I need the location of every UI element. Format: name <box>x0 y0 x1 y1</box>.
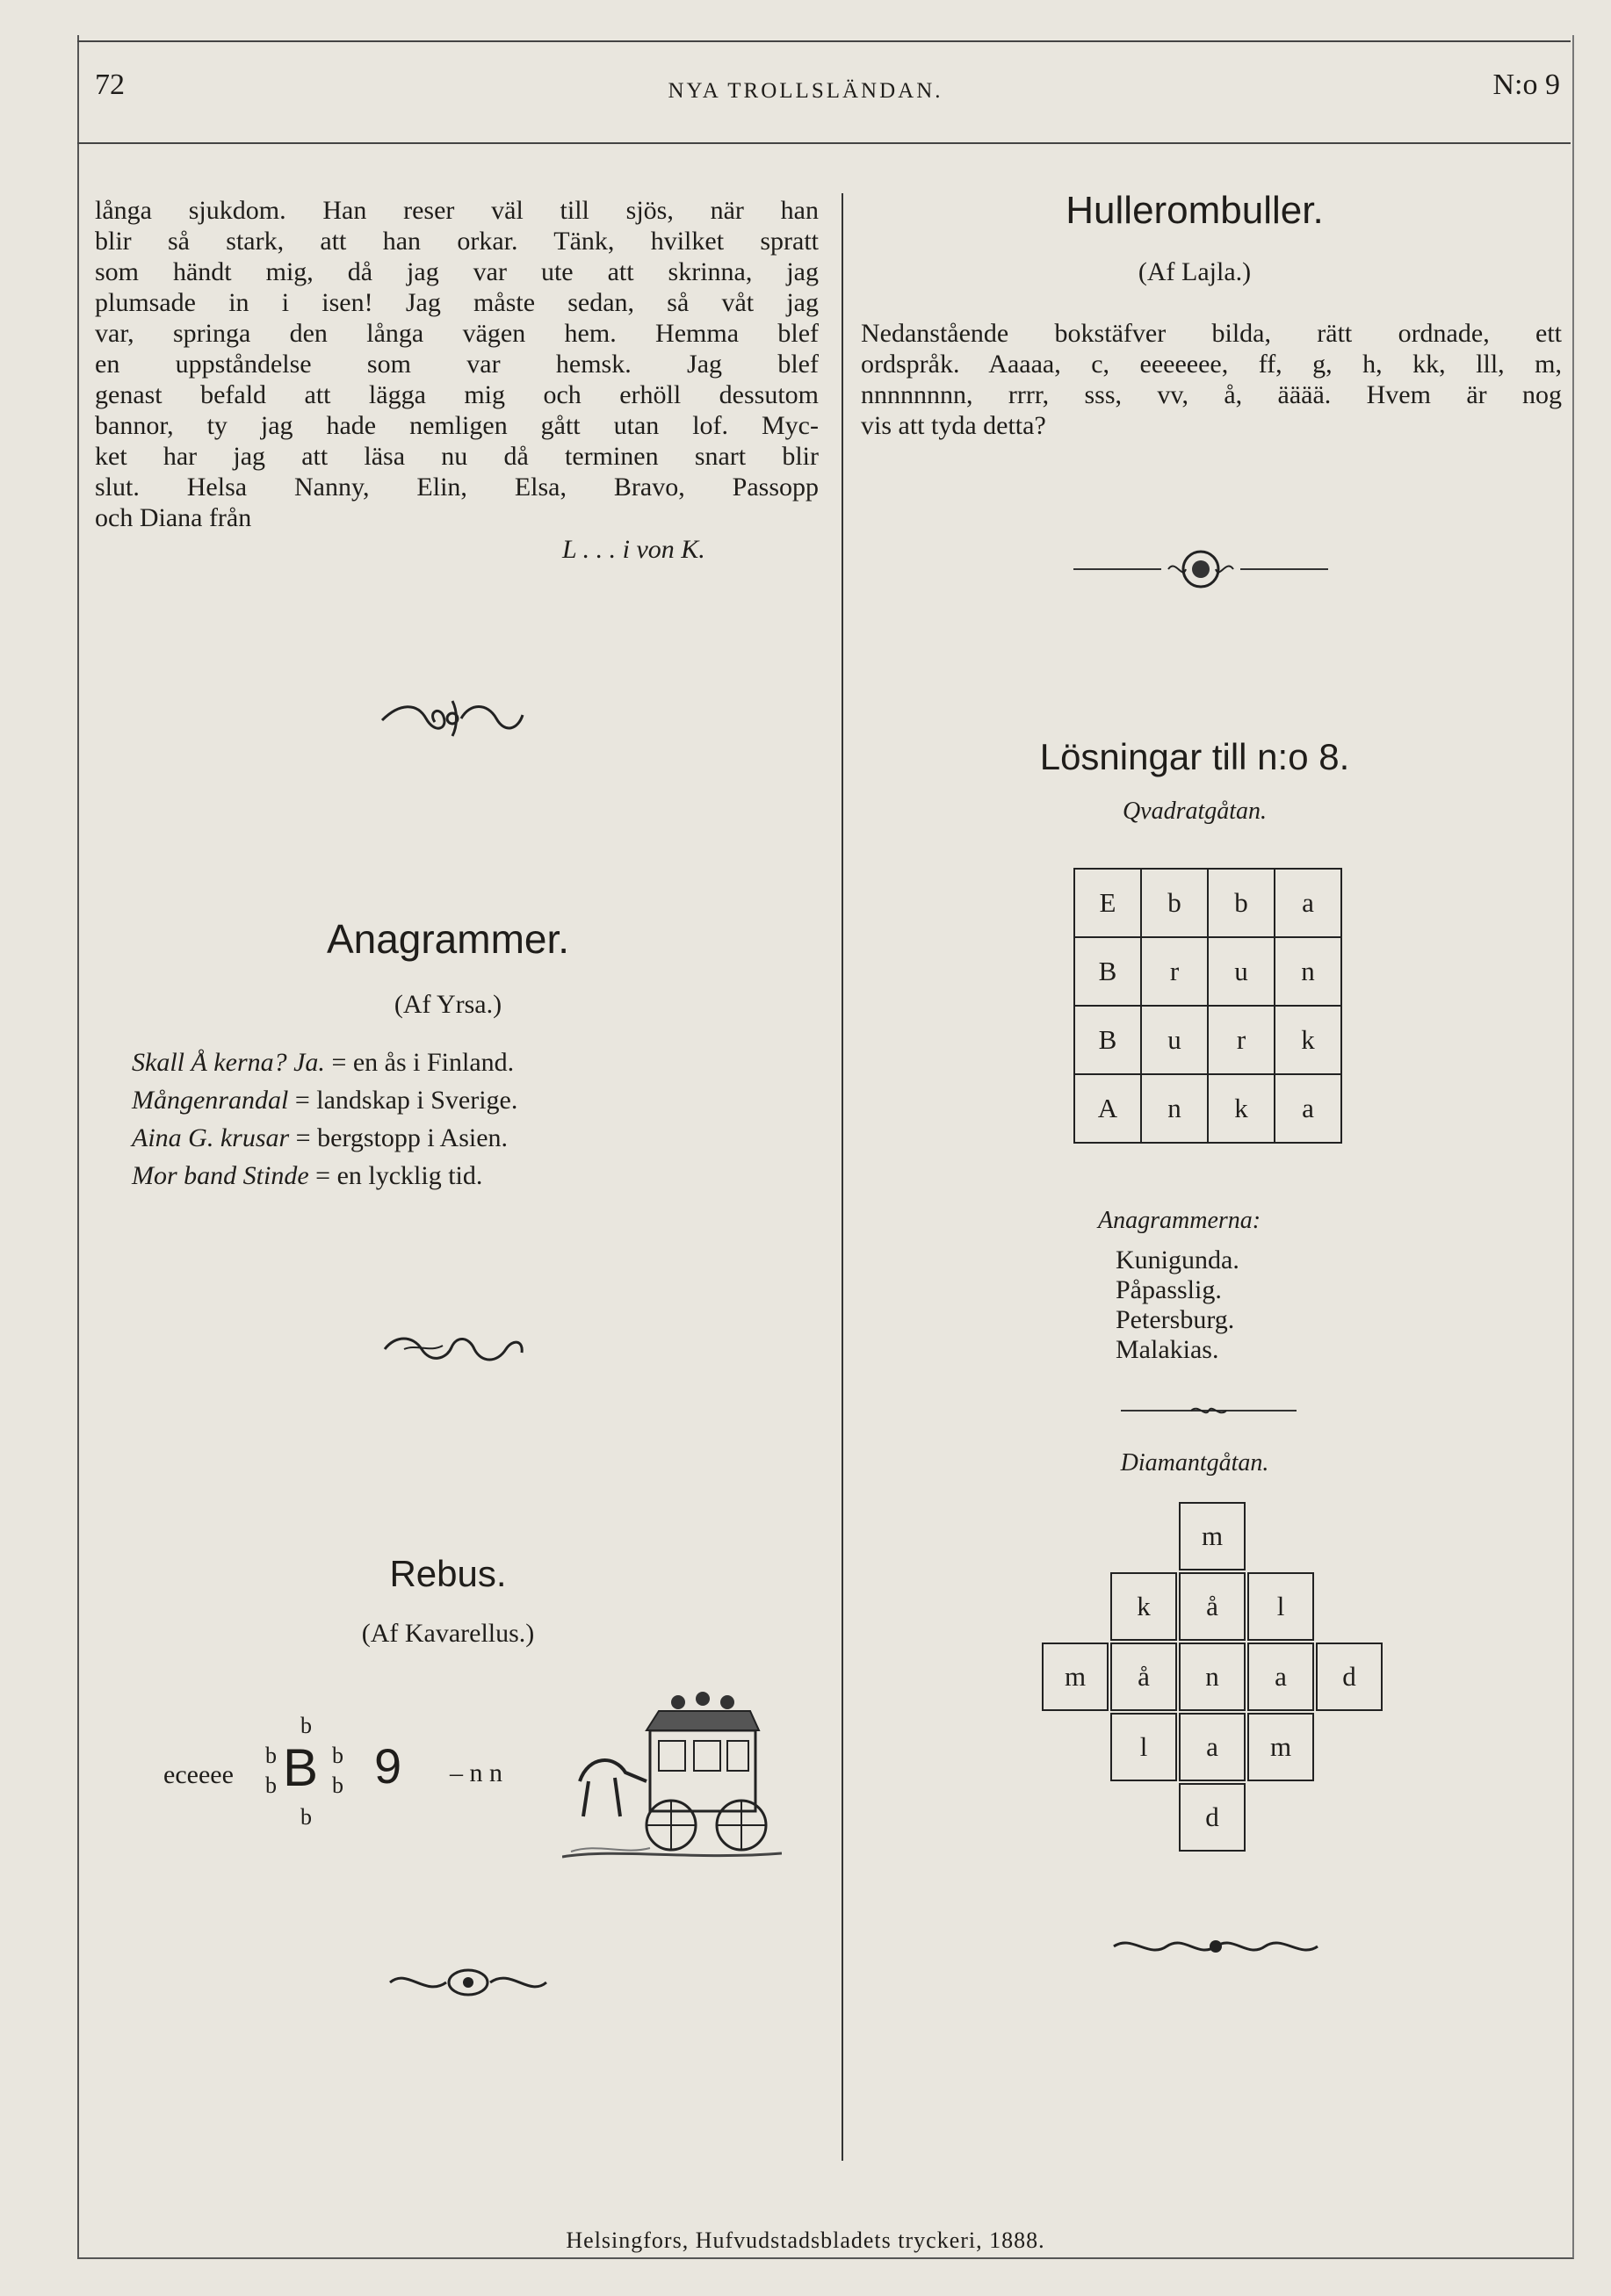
grid-cell: r <box>1141 937 1208 1006</box>
flourish-ornament-icon <box>385 1960 552 2004</box>
grid-cell: å <box>1179 1572 1246 1641</box>
hullerombuller-line: ordspråk. Aaaaa, c, eeeeeee, ff, g, h, kk, lll, m, <box>861 350 1562 379</box>
grid-cell: B <box>1074 937 1141 1006</box>
grid-row <box>1074 1074 1341 1143</box>
rebus-suffix: – n n <box>450 1758 502 1787</box>
hullerombuller-line: Nedanstående bokstäfver bilda, rätt ordnade, ett <box>861 319 1562 348</box>
anagram-answer: Malakias. <box>1116 1335 1219 1364</box>
stagecoach-illustration-icon <box>562 1685 782 1869</box>
rebus-small-b: b <box>332 1743 343 1768</box>
anagram-puzzle: Aina G. krusar <box>132 1123 290 1152</box>
anagram-clue: bergstopp i Asien. <box>317 1123 509 1152</box>
anagram-answers <box>1116 1245 1239 1365</box>
rebus-small-b: b <box>265 1743 277 1768</box>
grid-cell: a <box>1275 869 1341 937</box>
grid-row <box>1074 1006 1341 1074</box>
anagrammer-title: Anagrammer. <box>326 916 570 962</box>
letter-line: ket har jag att läsa nu då terminen snart blir <box>95 442 819 471</box>
letter-line: som händt mig, då jag var ute att skrinna, jag <box>95 257 819 286</box>
grid-cell: m <box>1042 1643 1109 1711</box>
grid-row <box>1074 937 1341 1006</box>
grid-cell: l <box>1247 1572 1314 1641</box>
column-divider <box>842 193 843 2161</box>
grid-cell: å <box>1110 1643 1177 1711</box>
rebus-digit: 9 <box>374 1738 402 1794</box>
grid-cell: n <box>1179 1643 1246 1711</box>
letter-line: blir så stark, att han orkar. Tänk, hvilket spratt <box>95 227 819 256</box>
losningar-title: Lösningar till n:o 8. <box>1039 736 1350 777</box>
anagram-puzzle: Skall Å kerna? Ja. <box>132 1048 325 1077</box>
grid-cell: E <box>1074 869 1141 937</box>
grid-cell: d <box>1316 1643 1383 1711</box>
anagram-answers-title: Anagrammerna: <box>1098 1207 1261 1234</box>
equals-sign: = <box>315 1161 331 1190</box>
letter-line: slut. Helsa Nanny, Elin, Elsa, Bravo, Passopp <box>95 473 819 502</box>
letter-line: och Diana från <box>95 503 252 532</box>
anagram-clue: en ås i Finland. <box>352 1048 515 1077</box>
rebus-small-b: b <box>265 1773 277 1798</box>
anagram-answer: Petersburg. <box>1116 1305 1235 1334</box>
quadrat-grid <box>1073 868 1342 1144</box>
footer-imprint: Helsingfors, Hufvudstadsbladets tryckeri, 1888. <box>566 2227 1045 2253</box>
rosette-ornament-icon <box>1073 546 1328 592</box>
anagram-clue: landskap i Sverige. <box>316 1086 518 1115</box>
hullerombuller-text <box>861 318 1562 441</box>
grid-cell: b <box>1141 869 1208 937</box>
flourish-ornament-icon <box>373 694 531 743</box>
rebus-prefix: eceeee <box>163 1760 234 1789</box>
letter-line: genast befald att lägga mig och erhöll dessutom <box>95 380 819 409</box>
letter-signature: L . . . i von K. <box>562 535 705 564</box>
grid-cell: u <box>1141 1006 1208 1074</box>
equals-sign: = <box>295 1123 311 1152</box>
rebus-small-b: b <box>300 1713 312 1738</box>
grid-row <box>1074 869 1341 937</box>
grid-cell: u <box>1208 937 1275 1006</box>
grid-cell: a <box>1179 1713 1246 1781</box>
grid-cell: a <box>1275 1074 1341 1143</box>
grid-cell: k <box>1208 1074 1275 1143</box>
letter-line: en uppståndelse som var hemsk. Jag blef <box>95 350 819 379</box>
anagram-clue: en lycklig tid. <box>336 1161 483 1190</box>
letter-line: bannor, ty jag hade nemligen gått utan lof. Myc- <box>95 411 819 440</box>
anagrammer-author: (Af Yrsa.) <box>394 990 502 1019</box>
rebus-small-b: b <box>332 1773 343 1798</box>
header-rule-top <box>77 40 1571 42</box>
grid-cell: l <box>1110 1713 1177 1781</box>
hullerombuller-title: Hullerombuller. <box>1066 189 1324 232</box>
rebus-big-b: B <box>283 1738 319 1797</box>
grid-cell: B <box>1074 1006 1141 1074</box>
grid-cell: a <box>1247 1643 1314 1711</box>
hullerombuller-author: (Af Lajla.) <box>1138 257 1252 286</box>
anagram-puzzle: Mångenrandal <box>132 1086 289 1115</box>
anagram-answer: Kunigunda. <box>1116 1245 1239 1274</box>
rebus-author: (Af Kavarellus.) <box>361 1619 535 1648</box>
grid-cell: n <box>1141 1074 1208 1143</box>
divider-ornament-icon <box>1121 1400 1297 1421</box>
grid-cell: A <box>1074 1074 1141 1143</box>
equals-sign: = <box>294 1086 310 1115</box>
rebus-small-b: b <box>300 1804 312 1830</box>
grid-cell: m <box>1179 1502 1246 1570</box>
letter-line: långa sjukdom. Han reser väl till sjös, när han <box>95 196 819 225</box>
page-title: NYA TROLLSLÄNDAN. <box>668 79 943 103</box>
diamant-title: Diamantgåtan. <box>1120 1449 1269 1477</box>
flourish-ornament-icon <box>378 1326 527 1370</box>
anagram-list <box>132 1043 817 1195</box>
grid-cell: k <box>1275 1006 1341 1074</box>
anagram-item <box>132 1157 817 1195</box>
grid-cell: n <box>1275 937 1341 1006</box>
grid-cell: r <box>1208 1006 1275 1074</box>
anagram-item <box>132 1081 817 1119</box>
quadrat-title: Qvadratgåtan. <box>1122 798 1268 825</box>
letter-line: var, springa den långa vägen hem. Hemma blef <box>95 319 819 348</box>
hullerombuller-line: vis att tyda detta? <box>861 411 1046 440</box>
grid-cell: b <box>1208 869 1275 937</box>
anagram-item <box>132 1043 817 1081</box>
hullerombuller-line: nnnnnnnn, rrrr, sss, vv, å, ääää. Hvem är nog <box>861 380 1562 409</box>
page-number: 72 <box>95 69 125 101</box>
anagram-puzzle: Mor band Stinde <box>132 1161 309 1190</box>
header-rule <box>77 142 1571 144</box>
equals-sign: = <box>331 1048 347 1077</box>
anagram-item <box>132 1119 817 1157</box>
flourish-ornament-icon <box>1110 1929 1321 1964</box>
grid-cell: k <box>1110 1572 1177 1641</box>
anagram-answer: Påpasslig. <box>1116 1275 1222 1304</box>
rebus-title: Rebus. <box>389 1553 507 1594</box>
issue-number: N:o 9 <box>1492 69 1560 101</box>
letter-text <box>95 195 819 533</box>
letter-line: plumsade in i isen! Jag måste sedan, så våt jag <box>95 288 819 317</box>
diamant-grid <box>1042 1502 1384 1853</box>
grid-cell: m <box>1247 1713 1314 1781</box>
grid-cell: d <box>1179 1783 1246 1852</box>
